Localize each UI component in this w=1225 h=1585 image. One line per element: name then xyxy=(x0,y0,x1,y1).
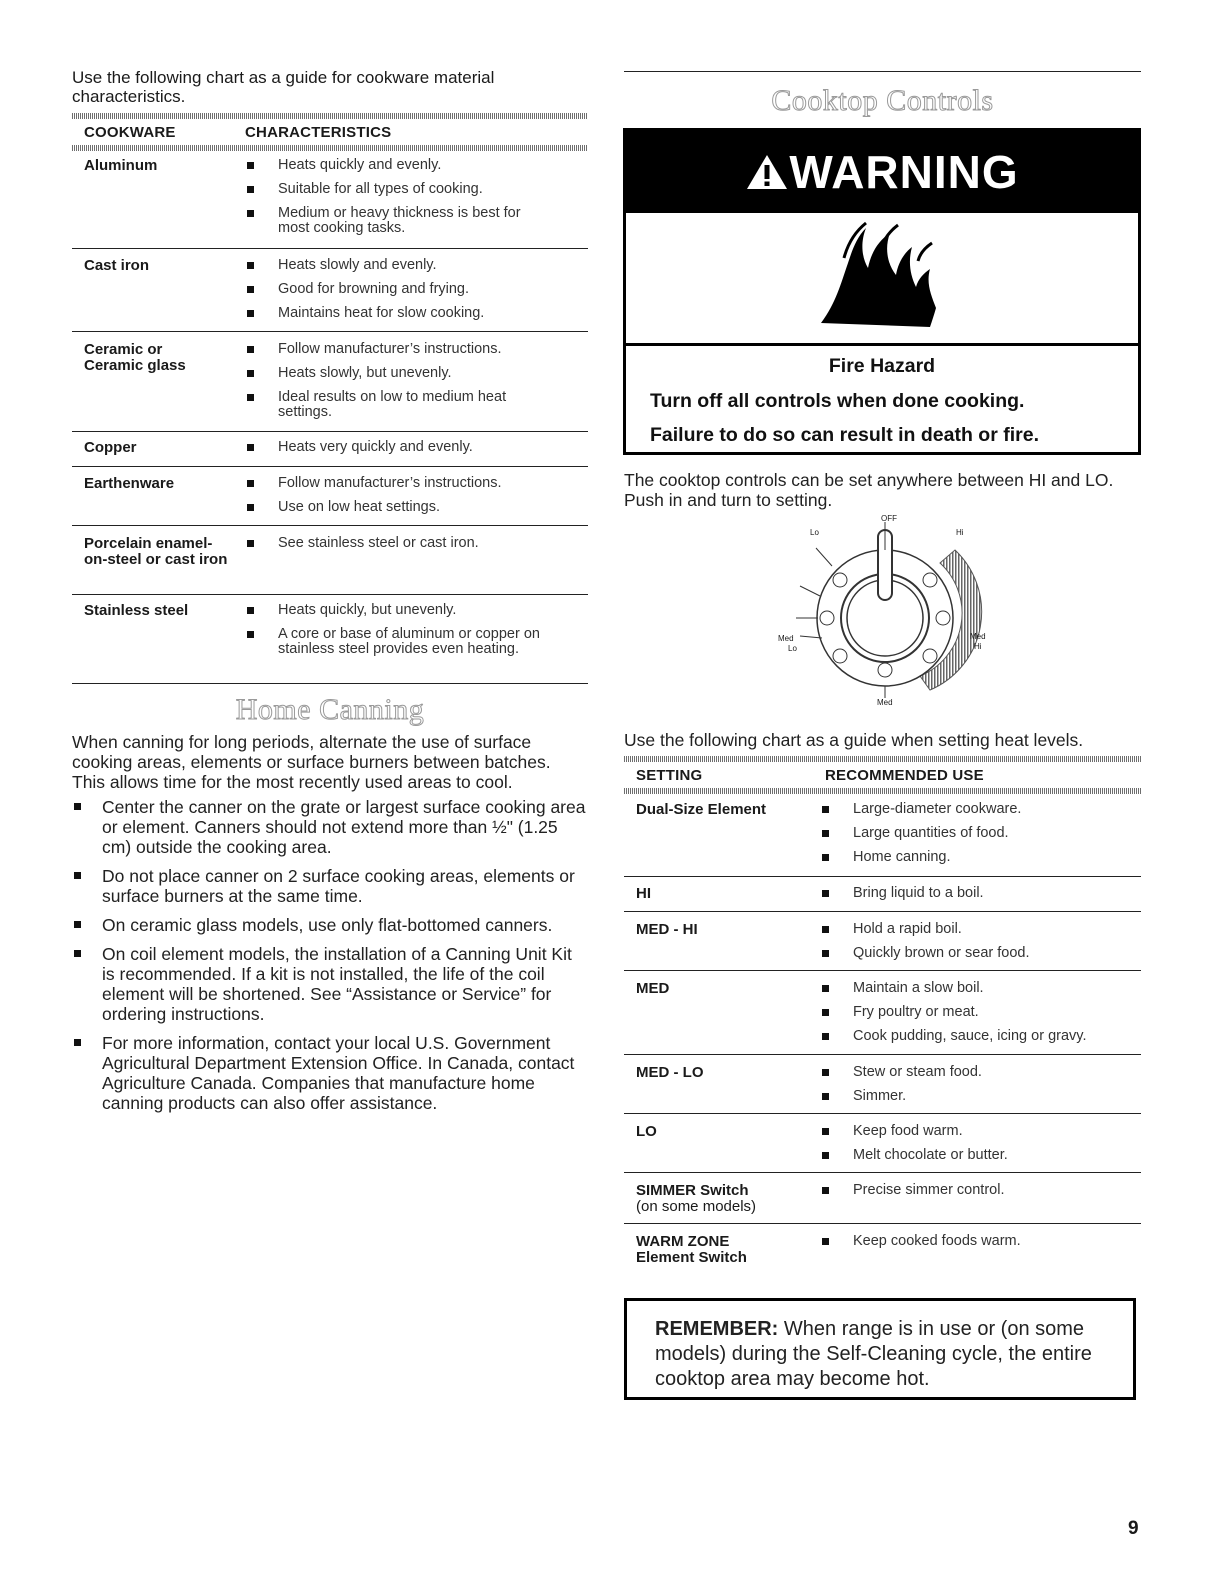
col-header-setting: SETTING xyxy=(636,767,703,784)
list-item: Heats slowly, but unevenly. xyxy=(245,366,545,381)
list-item: Fry poultry or meat. xyxy=(820,1005,1130,1020)
setting-name: LO xyxy=(636,1123,657,1140)
knob-label-med-lo-2: Lo xyxy=(788,644,797,653)
knob-label-off: OFF xyxy=(881,514,897,523)
list-item: Follow manufacturer’s instructions. xyxy=(245,476,545,491)
cooktop-controls-title: Cooktop Controls xyxy=(771,84,994,117)
knob-label-med-hi-2: Hi xyxy=(974,642,982,651)
list-item: Precise simmer control. xyxy=(820,1183,1130,1198)
knob-label-med-lo: Med xyxy=(778,634,794,643)
list-item: Quickly brown or sear food. xyxy=(820,946,1130,961)
list-item: On ceramic glass models, use only flat-bottomed canners. xyxy=(72,915,588,935)
col-header-recommended-use: RECOMMENDED USE xyxy=(825,767,984,784)
cookware-intro: Use the following chart as a guide for cookware material characteristics. xyxy=(72,68,495,106)
list-item: Home canning. xyxy=(820,850,1130,865)
list-item: See stainless steel or cast iron. xyxy=(245,536,545,551)
row-divider xyxy=(624,911,1141,912)
warning-line-1: Turn off all controls when done cooking. xyxy=(650,390,1025,412)
remember-label: REMEMBER: xyxy=(655,1318,779,1340)
list-item: Center the canner on the grate or largest surface cooking area or element. Canners should not extend more than ½" (1.25 cm) outside the cooking area. xyxy=(72,797,588,857)
controls-description: The cooktop controls can be set anywhere between HI and LO. Push in and turn to setting. xyxy=(624,470,1114,510)
warning-label: WARNING xyxy=(789,146,1019,198)
list-item: Suitable for all types of cooking. xyxy=(245,182,545,197)
knob-label-med-hi: Med xyxy=(970,632,986,641)
home-canning-title: Home Canning xyxy=(235,693,425,726)
list-item: Use on low heat settings. xyxy=(245,500,545,515)
list-item: Heats quickly and evenly. xyxy=(245,158,545,173)
setting-name: Dual-Size Element xyxy=(636,801,767,818)
canning-list xyxy=(72,797,588,1122)
row-divider xyxy=(72,594,588,595)
row-divider xyxy=(72,466,588,467)
list-item: Hold a rapid boil. xyxy=(820,922,1130,937)
heat-settings-table xyxy=(624,0,1141,1290)
list-item: On coil element models, the installation of a Canning Unit Kit is recommended. If a kit is not installed, the life of the coil element will be shortened. See “Assistance or Service” for ordering instructions. xyxy=(72,944,588,1024)
row-divider xyxy=(624,1223,1141,1224)
setting-name: MED - HI xyxy=(636,921,698,938)
cookware-name: Porcelain enamel-on-steel or cast iron xyxy=(84,535,228,568)
list-item: Heats slowly and evenly. xyxy=(245,258,545,273)
remember-box xyxy=(624,1298,1136,1400)
list-item: Keep food warm. xyxy=(820,1124,1130,1139)
list-item: Cook pudding, sauce, icing or gravy. xyxy=(820,1029,1130,1044)
setting-name: WARM ZONE Element Switch xyxy=(636,1233,747,1266)
list-item: Bring liquid to a boil. xyxy=(820,886,1130,901)
list-item: Maintains heat for slow cooking. xyxy=(245,306,545,321)
list-item: Stew or steam food. xyxy=(820,1065,1130,1080)
list-item: Keep cooked foods warm. xyxy=(820,1234,1130,1249)
row-divider xyxy=(624,1172,1141,1173)
row-divider xyxy=(72,248,588,249)
row-divider xyxy=(624,876,1141,877)
cookware-name: Stainless steel xyxy=(84,602,189,619)
remember-text: When range is in use or (on some models) during the Self-Cleaning cycle, the entire cooktop area may become hot. xyxy=(655,1318,1092,1390)
list-item: Large-diameter cookware. xyxy=(820,802,1130,817)
list-item: Medium or heavy thickness is best for most cooking tasks. xyxy=(245,206,545,236)
list-item: Follow manufacturer’s instructions. xyxy=(245,342,545,357)
row-divider xyxy=(624,970,1141,971)
row-divider xyxy=(72,431,588,432)
list-item: Heats quickly, but unevenly. xyxy=(245,603,555,618)
row-divider xyxy=(72,683,588,684)
row-divider xyxy=(624,1113,1141,1114)
cookware-name: Earthenware xyxy=(84,475,175,492)
list-item: Good for browning and frying. xyxy=(245,282,545,297)
setting-name-main: SIMMER Switch xyxy=(636,1182,749,1199)
cookware-name: Cast iron xyxy=(84,257,150,274)
list-item: Simmer. xyxy=(820,1089,1130,1104)
col-header-cookware: COOKWARE xyxy=(84,124,176,141)
knob-label-med: Med xyxy=(877,698,893,707)
row-divider xyxy=(72,331,588,332)
list-item: For more information, contact your local U.S. Government Agricultural Department Extension Office. In Canada, contact Agriculture Canada. Companies that manufacture home canning products can also offer assistance. xyxy=(72,1033,588,1113)
list-item: Ideal results on low to medium heat settings. xyxy=(245,390,545,420)
list-item: Large quantities of food. xyxy=(820,826,1130,841)
cookware-table xyxy=(72,0,588,700)
heat-chart-intro: Use the following chart as a guide when setting heat levels. xyxy=(624,730,1084,750)
warning-line-2: Failure to do so can result in death or fire. xyxy=(650,424,1039,446)
setting-name xyxy=(636,1183,806,1215)
cookware-name: Ceramic or Ceramic glass xyxy=(84,341,186,374)
setting-name: MED - LO xyxy=(636,1064,704,1081)
list-item: Do not place canner on 2 surface cooking areas, elements or surface burners at the same time. xyxy=(72,866,588,906)
list-item: Heats very quickly and evenly. xyxy=(245,440,545,455)
cookware-name: Aluminum xyxy=(84,157,158,174)
knob-label-lo: Lo xyxy=(810,528,819,537)
knob-label-hi: Hi xyxy=(956,528,964,537)
row-divider xyxy=(624,1054,1141,1055)
fire-hazard-label: Fire Hazard xyxy=(828,355,936,377)
setting-name: HI xyxy=(636,885,651,902)
row-divider xyxy=(72,525,588,526)
page-number: 9 xyxy=(1128,1518,1139,1539)
canning-intro: When canning for long periods, alternate the use of surface cooking areas, elements or surface burners between batches. This allows time for the most recently used areas to cool. xyxy=(72,732,551,792)
list-item: Maintain a slow boil. xyxy=(820,981,1130,996)
list-item: Melt chocolate or butter. xyxy=(820,1148,1130,1163)
cookware-name: Copper xyxy=(84,439,137,456)
col-header-characteristics: CHARACTERISTICS xyxy=(245,124,392,141)
setting-name-sub: (on some models) xyxy=(636,1198,757,1215)
list-item: A core or base of aluminum or copper on stainless steel provides even heating. xyxy=(245,627,555,657)
setting-name: MED xyxy=(636,980,670,997)
